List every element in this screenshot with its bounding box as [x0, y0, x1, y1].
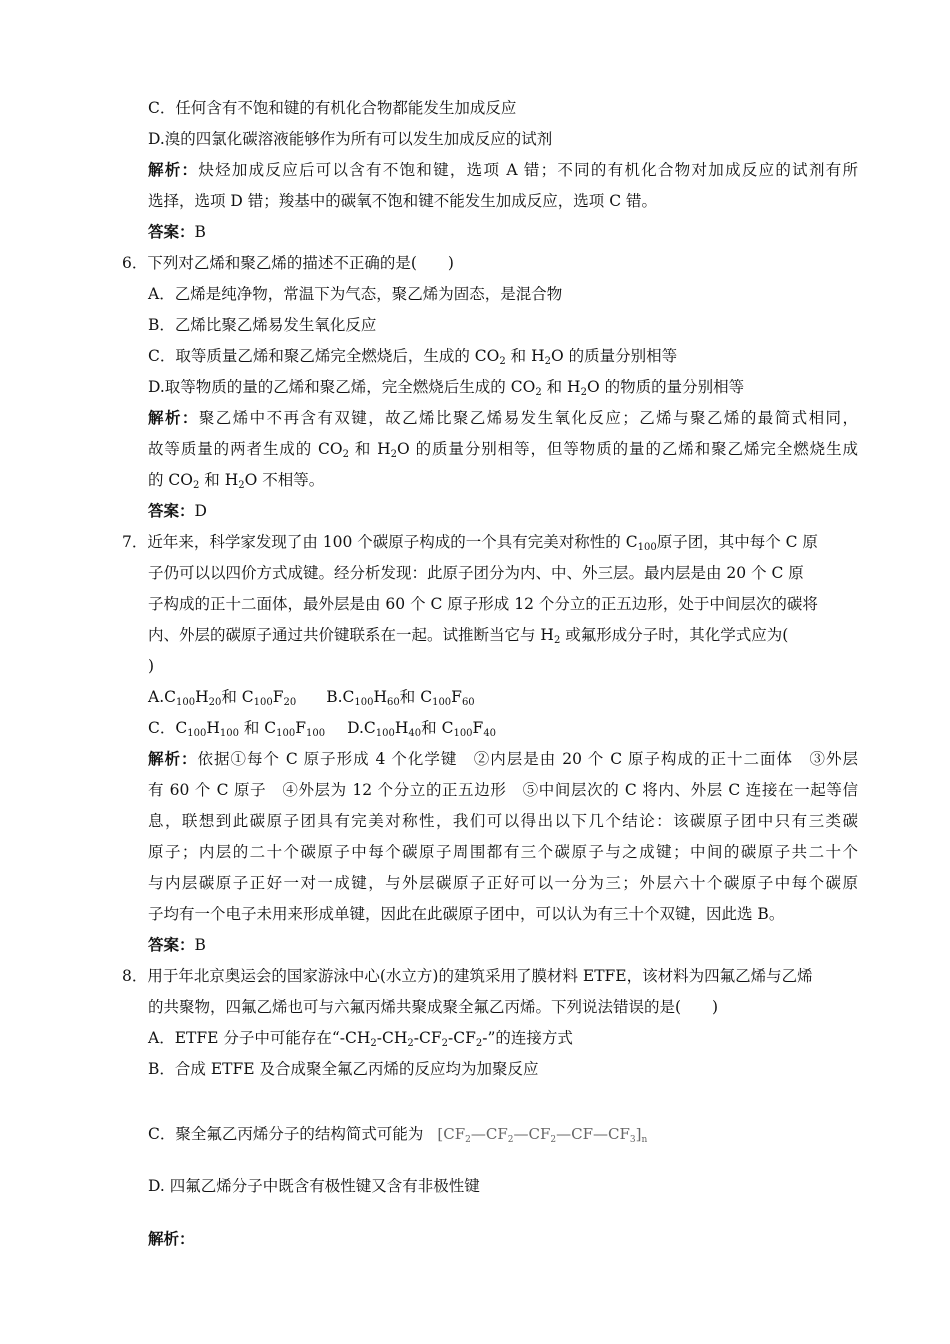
text: 和 H	[199, 471, 239, 489]
q6-analysis-line-2	[148, 439, 858, 459]
text: 7．近年来，科学家发现了由 100 个碳原子构成的一个具有完美对称性的 C	[122, 533, 638, 551]
answer-label: 答案：	[148, 935, 195, 954]
q7-analysis-line-1	[148, 749, 858, 769]
subscript: 60	[461, 697, 475, 708]
subscript: 2	[390, 449, 398, 460]
q7-analysis-line-2: 有 60 个 C 原子 ④外层为 12 个分立的正五边形 ⑤中间层次的 C 将内、外层 C 连接在一起等信	[148, 781, 858, 799]
analysis-text: 依据①每个 C 原子形成 4 个化学键 ②内层是由 20 个 C 原子构成的正十二面体 ③外层	[197, 750, 858, 768]
q8-stem-line-1: 8．用于年北京奥运会的国家游泳中心(水立方)的建筑采用了膜材料 ETFE，该材料为四氟乙烯与乙烯	[122, 967, 813, 985]
text: C．C	[148, 719, 188, 737]
text: B.C	[326, 688, 355, 706]
bond: —	[513, 1125, 529, 1143]
text: C．聚全氟乙丙烯分子的结构简式可能为	[148, 1125, 424, 1143]
q7-answer	[148, 935, 206, 955]
q6-analysis-line-3	[148, 470, 324, 490]
text: O 的质量分别相等	[550, 347, 678, 365]
text: H	[373, 688, 388, 706]
answer-value: B	[194, 223, 206, 241]
answer-value: B	[194, 936, 206, 954]
text: D.取等物质的量的乙烯和聚乙烯，完全燃烧后生成的 CO	[148, 378, 536, 396]
subscript: 100	[375, 728, 395, 739]
q6-option-a: A．乙烯是纯净物，常温下为气态，聚乙烯为固态，是混合物	[148, 285, 563, 303]
answer-value: D	[194, 502, 207, 520]
q7-stem-line-4	[148, 625, 788, 645]
q7-option-d	[347, 719, 496, 737]
subscript: 100	[187, 728, 207, 739]
subscript: 2	[553, 635, 561, 646]
text: 和 C	[399, 688, 433, 706]
subscript: 2	[550, 1135, 557, 1145]
q6-stem: 6．下列对乙烯和聚乙烯的描述不正确的是( )	[122, 254, 454, 272]
subscript: 2	[507, 1135, 514, 1145]
subscript: 100	[219, 728, 239, 739]
subscript: 60	[387, 697, 400, 708]
subscript: 100	[432, 697, 452, 708]
subscript: 100	[637, 542, 657, 553]
q7-option-b	[326, 688, 474, 706]
subscript: 2	[407, 1038, 414, 1049]
text: H	[206, 719, 220, 737]
q5-analysis-line-2: 选择，选项 D 错；羧基中的碳氧不饱和键不能发生加成反应，选项 C 错。	[148, 192, 657, 210]
text: F	[451, 688, 462, 706]
q7-analysis-line-3: 息，联想到此碳原子团具有完美对称性，我们可以得出以下几个结论：该碳原子团中只有三类碳	[148, 812, 858, 830]
formula-group: CF	[485, 1125, 508, 1143]
text: O 的质量分别相等，但等物质的量的乙烯和聚乙烯完全燃烧生成	[397, 440, 859, 458]
q8-option-d: D. 四氟乙烯分子中既含有极性键又含有非极性键	[148, 1177, 480, 1195]
text: 或氟形成分子时，其化学式应为(	[560, 626, 789, 644]
analysis-text: 炔烃加成反应后可以含有不饱和键，选项 A 错；不同的有机化合物对加成反应的试剂有所	[198, 161, 858, 179]
q8-option-b: B．合成 ETFE 及合成聚全氟乙丙烯的反应均为加聚反应	[148, 1060, 539, 1078]
q8-stem-line-2: 的共聚物，四氟乙烯也可与六氟丙烯共聚成聚全氟乙丙烯。下列说法错误的是( )	[148, 998, 719, 1016]
text: F	[472, 719, 484, 737]
q5-option-c: C．任何含有不饱和键的有机化合物都能发生加成反应	[148, 99, 517, 117]
q6-option-b: B．乙烯比聚乙烯易发生氧化反应	[148, 316, 377, 334]
text: -”的连接方式	[482, 1029, 573, 1047]
formula-group: CF	[608, 1125, 630, 1143]
text: A．ETFE 分子中可能存在“-CH	[148, 1029, 371, 1047]
bond: —	[556, 1125, 572, 1143]
q6-analysis-line-1	[148, 408, 858, 428]
subscript: 20	[208, 697, 222, 708]
subscript: 100	[453, 728, 473, 739]
q7-stem-line-3: 子构成的正十二面体，最外层是由 60 个 C 原子形成 12 个分立的正五边形，处于中间层次的碳将	[148, 595, 818, 613]
text: 和 C	[421, 719, 454, 737]
q6-option-d	[148, 377, 744, 397]
q8-option-c	[148, 1124, 647, 1144]
q7-options-cd	[148, 718, 496, 738]
subscript: 2	[441, 1038, 448, 1049]
subscript: 3	[629, 1135, 636, 1145]
answer-label: 答案：	[148, 501, 195, 520]
q7-analysis-line-6: 子均有一个电子未用来形成单键，因此在此碳原子团中，可以认为有三十个双键，因此选 B。	[148, 905, 785, 923]
text: 和 H	[349, 440, 391, 458]
formula-group: CF	[571, 1125, 593, 1143]
q7-stem-line-1	[122, 532, 818, 552]
text: 内、外层的碳原子通过共价键联系在一起。试推断当它与 H	[148, 626, 554, 644]
subscript: 2	[535, 387, 542, 398]
q7-options-ab	[148, 687, 475, 707]
text: 的 CO	[148, 471, 193, 489]
q6-answer	[148, 501, 207, 521]
text: -CF	[448, 1029, 476, 1047]
text: 原子团，其中每个 C 原	[656, 533, 818, 551]
analysis-text: 聚乙烯中不再含有双键，故乙烯比聚乙烯易发生氧化反应；乙烯与聚乙烯的最简式相同，	[198, 409, 858, 427]
text: 和 H	[541, 378, 581, 396]
subscript: 2	[370, 1038, 377, 1049]
text: C．取等质量乙烯和聚乙烯完全燃烧后，生成的 CO	[148, 347, 500, 365]
subscript: 2	[465, 1135, 471, 1145]
bracket-close: ]	[635, 1125, 642, 1143]
q7-stem-line-2: 子仍可以以四价方式成键。经分析发现：此原子团分为内、中、外三层。最内层是由 20 个 C 原	[148, 564, 804, 582]
bracket-open: [	[437, 1125, 444, 1143]
subscript: 2	[342, 449, 349, 460]
q7-option-c	[148, 719, 325, 737]
subscript: 40	[483, 728, 497, 739]
q7-option-a	[148, 688, 296, 706]
text: D.C	[347, 719, 376, 737]
subscript: 2	[193, 480, 200, 491]
q8-option-a	[148, 1028, 573, 1048]
formula-group: CF	[528, 1125, 551, 1143]
subscript: 2	[475, 1038, 483, 1049]
formula-group: CF	[443, 1125, 466, 1143]
answer-label: 答案：	[148, 222, 195, 241]
subscript: 2	[499, 356, 506, 367]
text: -CF	[413, 1029, 442, 1047]
analysis-label: 解析：	[148, 408, 199, 427]
text: -CH	[376, 1029, 408, 1047]
text: 和 H	[505, 347, 545, 365]
text: A.C	[148, 688, 176, 706]
q8-analysis-label: 解析：	[148, 1229, 195, 1248]
text: 和 C	[221, 688, 254, 706]
subscript: 100	[276, 728, 296, 739]
subscript: 2	[580, 387, 587, 398]
text: H	[394, 719, 409, 737]
subscript: 100	[354, 697, 374, 708]
subscript: 100	[175, 697, 196, 708]
subscript: 20	[283, 697, 297, 708]
text: O 的物质的量分别相等	[586, 378, 745, 396]
text: F	[295, 719, 307, 737]
subscript: 2	[238, 480, 245, 491]
bond: —	[470, 1125, 486, 1143]
bond: —	[593, 1125, 608, 1143]
q5-option-d: D.溴的四氯化碳溶液能够作为所有可以发生加成反应的试剂	[148, 130, 553, 148]
q7-analysis-line-5: 与内层碳原子正好一对一成键，与外层碳原子正好可以一分为三；外层六十个碳原子中每个碳原	[148, 874, 858, 892]
text: O 不相等。	[244, 471, 325, 489]
subscript: 100	[306, 728, 326, 739]
subscript: 2	[544, 356, 551, 367]
q6-option-c	[148, 346, 677, 366]
q7-analysis-line-4: 原子；内层的二十个碳原子中每个碳原子周围都有三个碳原子与之成键；中间的碳原子共二十个	[148, 843, 858, 861]
q5-answer	[148, 222, 206, 242]
structural-formula	[437, 1125, 647, 1143]
text: 和 C	[238, 719, 277, 737]
text: H	[195, 688, 209, 706]
analysis-label: 解析：	[148, 749, 198, 768]
text: F	[272, 688, 284, 706]
analysis-label: 解析：	[148, 160, 199, 179]
subscript: n	[641, 1135, 648, 1145]
subscript: 40	[408, 728, 422, 739]
text: 故等质量的两者生成的 CO	[148, 440, 343, 458]
subscript: 100	[253, 697, 273, 708]
q7-stem-line-5: )	[148, 657, 155, 675]
q5-analysis-line-1	[148, 160, 858, 180]
